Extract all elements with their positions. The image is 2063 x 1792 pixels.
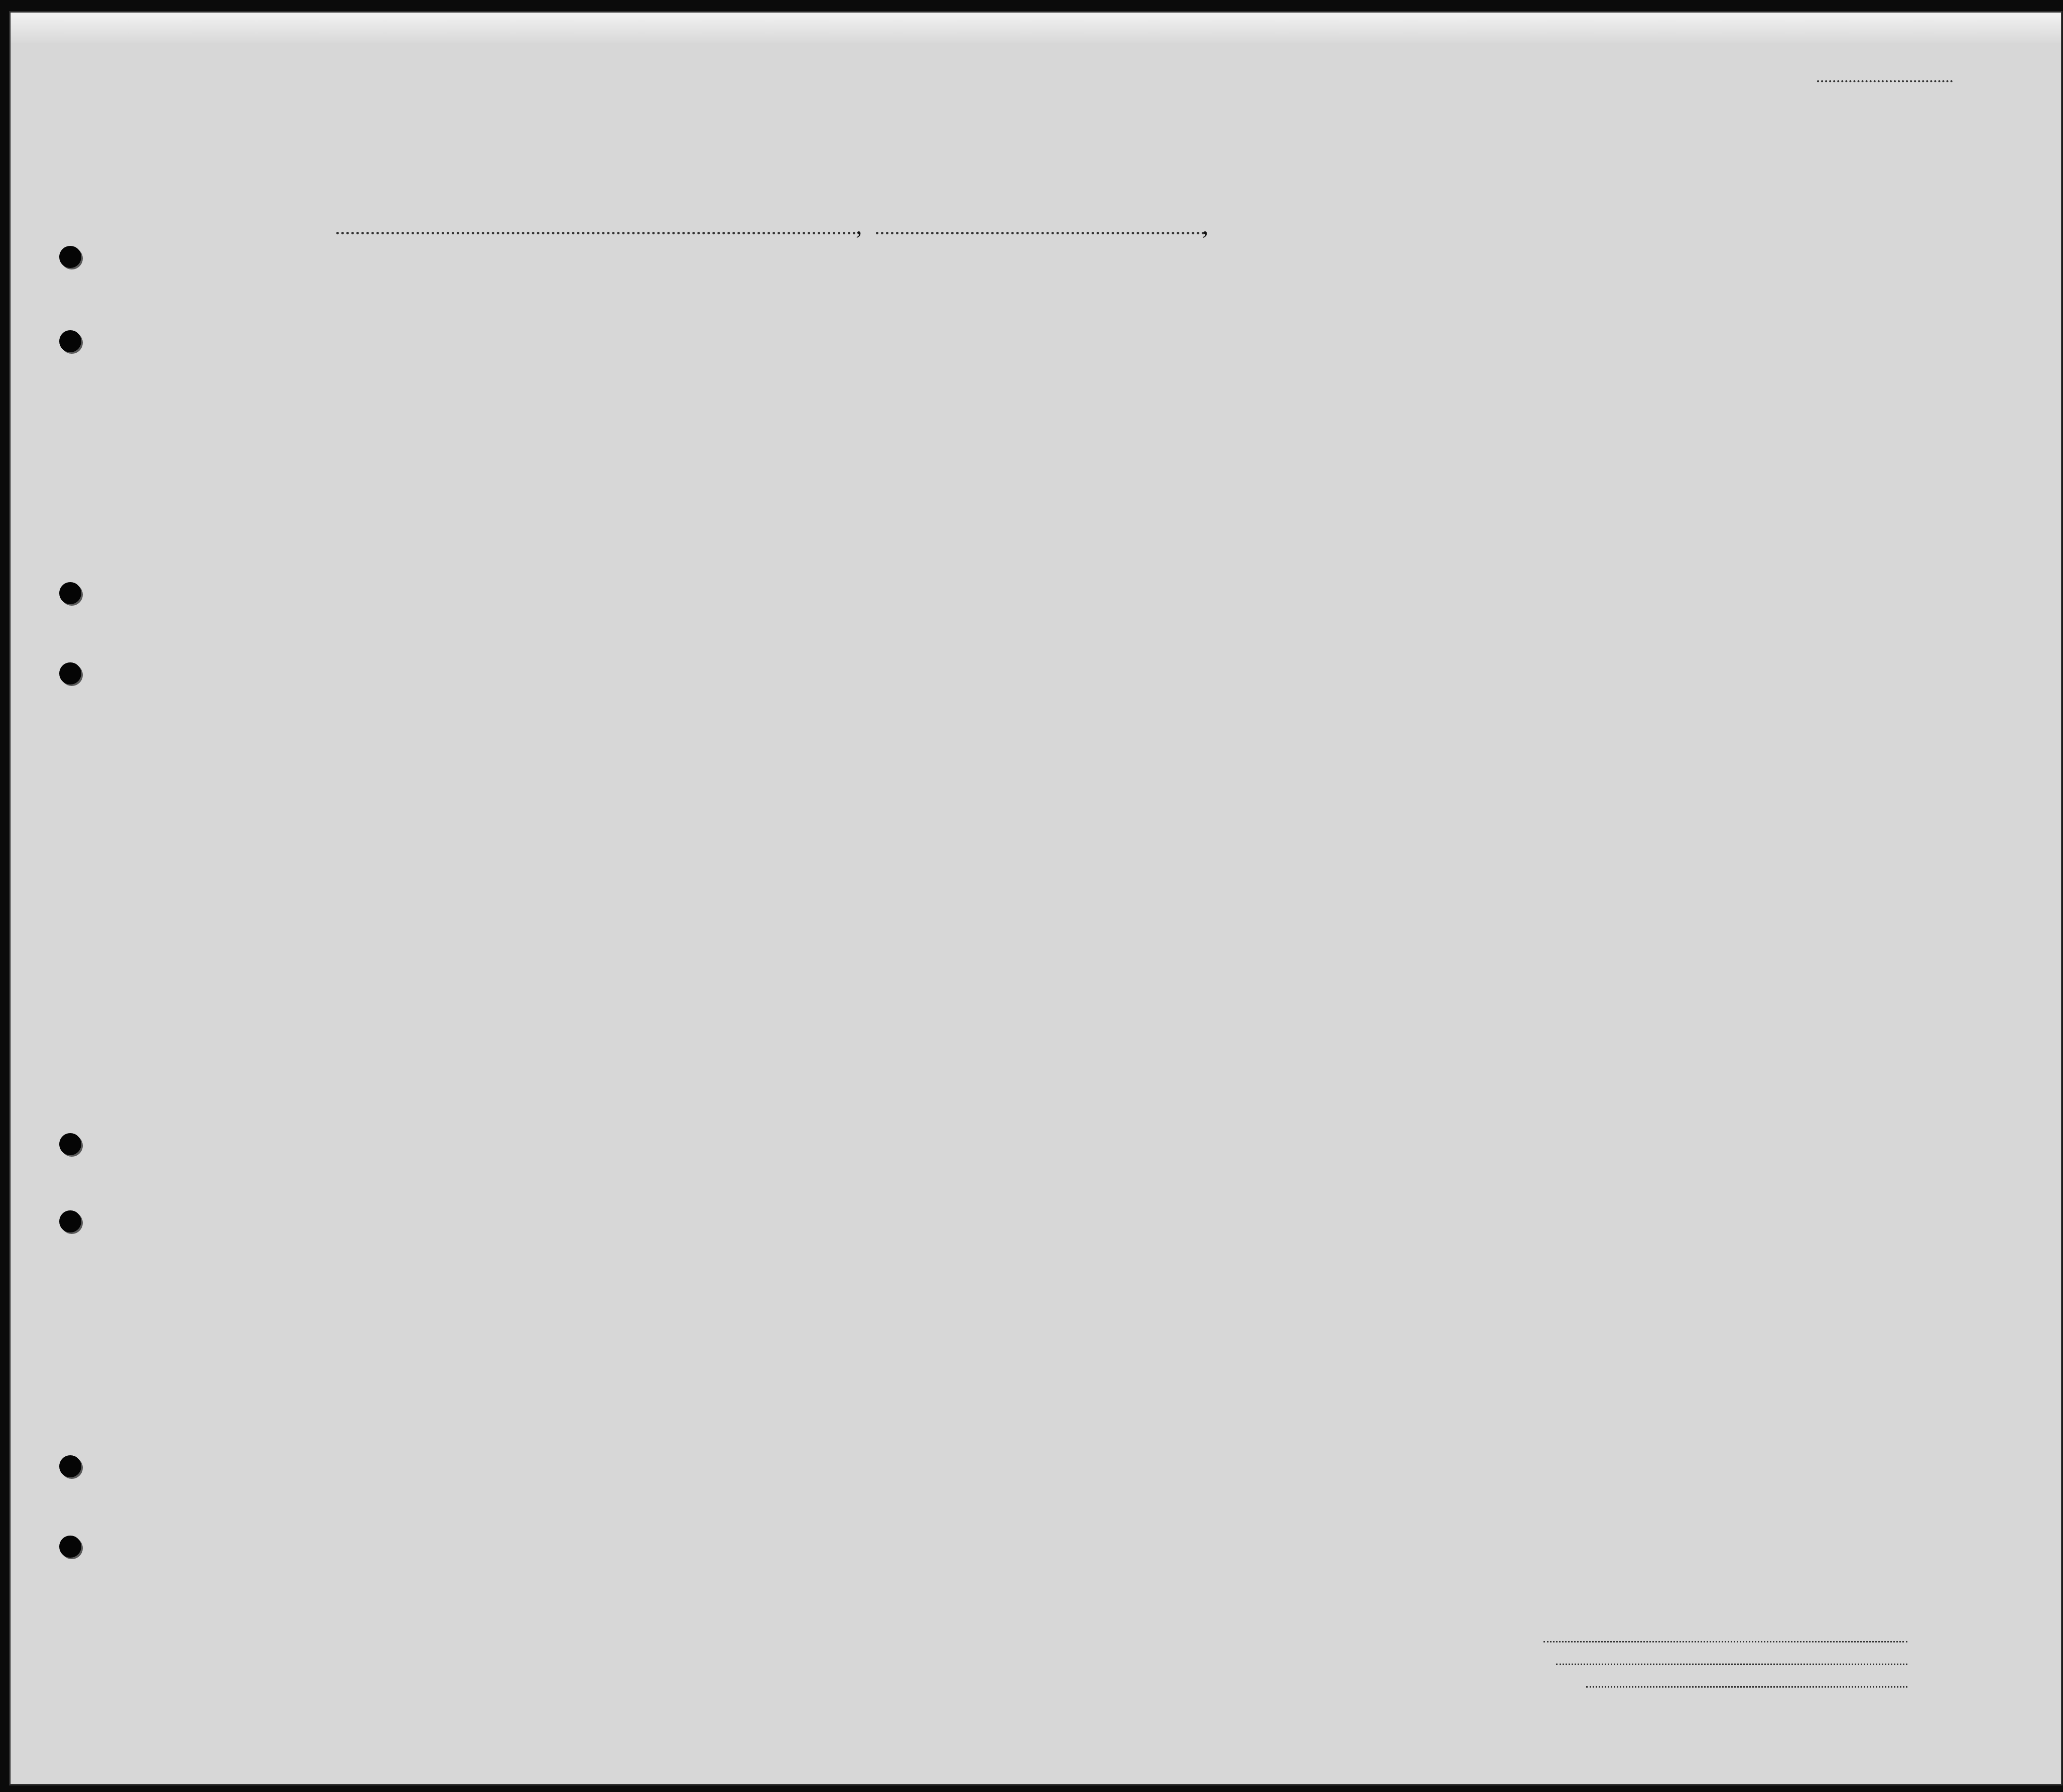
col-24c-header: [1267, 314, 1293, 414]
owners-dots: [1556, 1664, 1907, 1665]
col-19-header: [577, 294, 606, 414]
col-30-header: [1493, 284, 1516, 414]
col-24a-header: [1184, 314, 1211, 414]
agents-dots: [1586, 1686, 1907, 1688]
col-28-header: [1398, 284, 1451, 414]
col-24b-header: [1234, 314, 1259, 414]
comma: ,: [1202, 211, 1209, 239]
col-26-header: [1344, 284, 1367, 414]
col-25-header: [1300, 284, 1338, 414]
line-dots: [1543, 1641, 1907, 1642]
col-27-header: [1371, 284, 1394, 414]
col-21-header: [704, 294, 733, 406]
col-34a-header: [1666, 341, 1687, 401]
col-31-header: [1518, 284, 1541, 414]
col-29-header: [1453, 284, 1491, 414]
col-34b-header: [1691, 341, 1711, 401]
comma: ,: [856, 211, 862, 239]
